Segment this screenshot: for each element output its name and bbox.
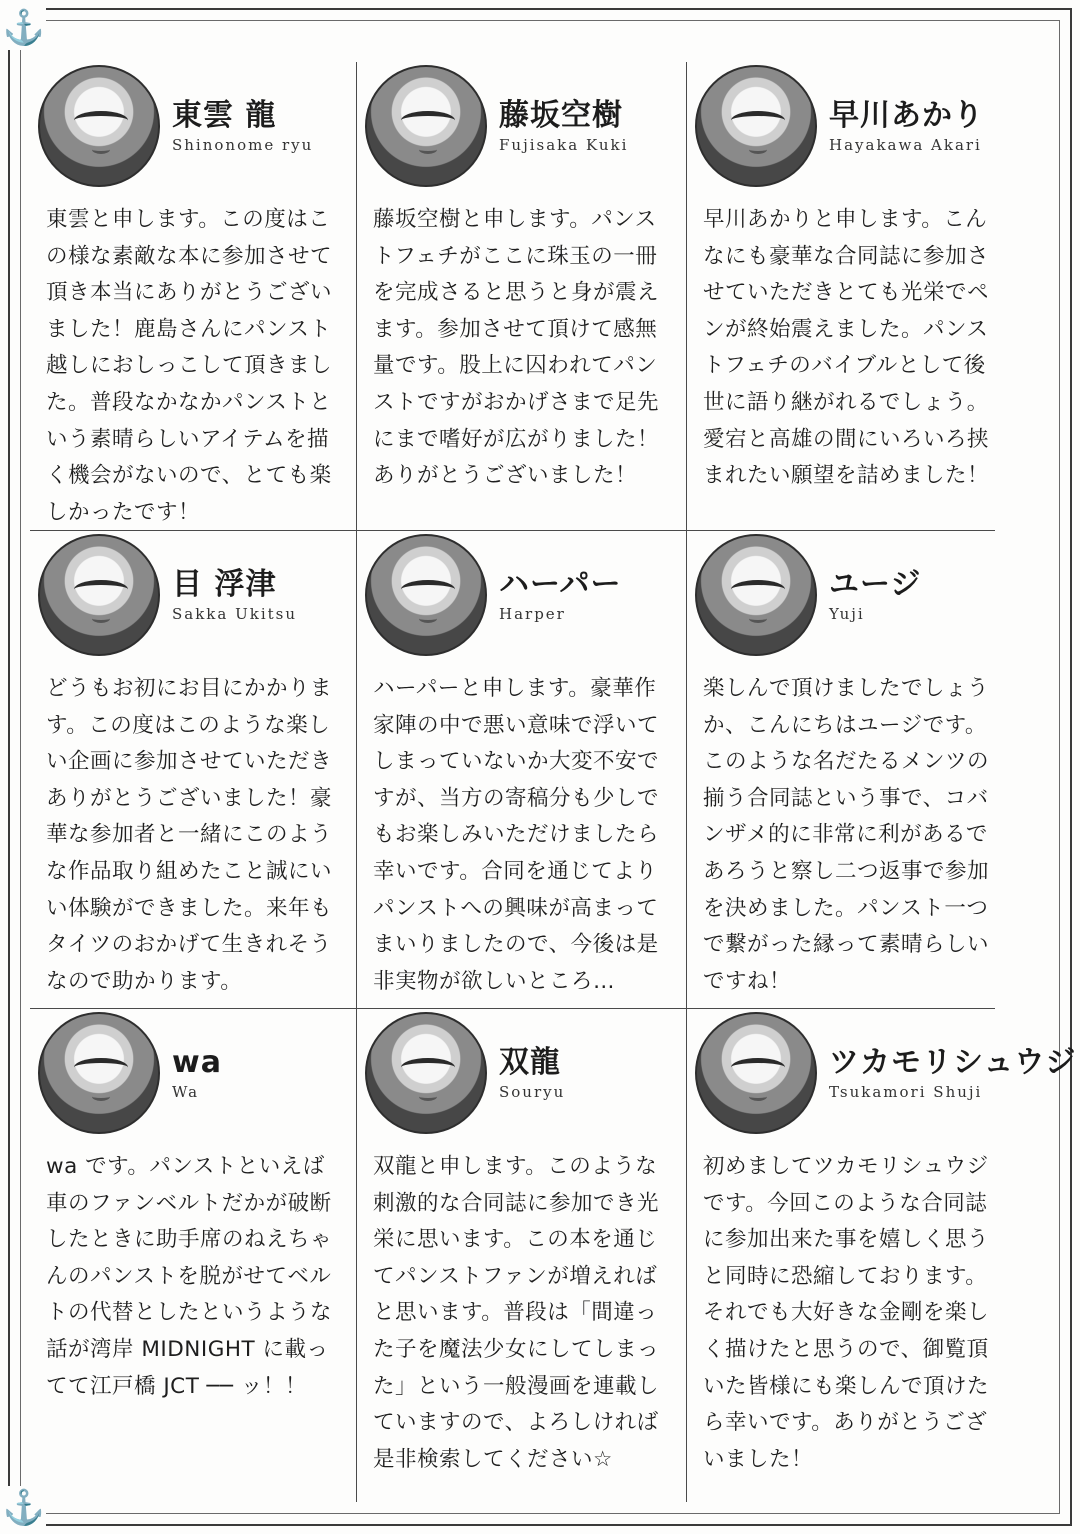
contributor-romaji: Wa bbox=[172, 1083, 200, 1101]
contributor-names bbox=[829, 1045, 1076, 1101]
contributor-name: ツカモリシュウジ bbox=[829, 1045, 1077, 1080]
anchor-icon: ⚓ bbox=[2, 8, 46, 48]
contributor-romaji: Sakka Ukitsu bbox=[172, 605, 298, 623]
contributor-grid bbox=[30, 62, 1077, 1502]
contributor-card bbox=[686, 1008, 1077, 1502]
contributor-romaji: Yuji bbox=[829, 605, 865, 623]
contributor-card bbox=[30, 530, 356, 1008]
contributor-name: 東雲 龍 bbox=[172, 98, 277, 133]
contributor-header bbox=[357, 62, 686, 190]
contributor-name: 双龍 bbox=[499, 1045, 561, 1080]
avatar bbox=[695, 534, 817, 656]
contributor-names bbox=[829, 567, 921, 623]
contributor-romaji: Fujisaka Kuki bbox=[499, 136, 629, 154]
contributor-header bbox=[357, 531, 686, 659]
contributor-romaji: Tsukamori Shuji bbox=[829, 1083, 983, 1101]
contributor-name: ユージ bbox=[829, 567, 922, 602]
contributor-header bbox=[687, 1009, 1077, 1137]
contributor-message: 双龍と申します。このような 刺激的な合同誌に参加でき光 栄に思います。この本を通じ てパンストファンが増えれば と思います。普段は「間違っ た子を魔法少女にしてしまっ た」という一般漫画を連載し ていますので、よろしければ 是非検索してください☆ bbox=[373, 1154, 660, 1472]
contributor-name: ハーパー bbox=[499, 567, 622, 602]
contributor-names bbox=[829, 98, 984, 154]
contributor-card bbox=[30, 62, 356, 530]
contributor-name: 藤坂空樹 bbox=[499, 98, 623, 133]
contributor-names bbox=[499, 98, 628, 154]
avatar bbox=[365, 534, 487, 656]
contributor-names bbox=[172, 1045, 222, 1101]
contributor-romaji: Souryu bbox=[499, 1083, 566, 1101]
avatar bbox=[365, 1012, 487, 1134]
contributor-message: ハーパーと申します。豪華作 家陣の中で悪い意味で浮いて しまっていないか大変不安で すが、当方の寄稿分も少しで もお楽しみいただけましたら 幸いです。合同を通じてより パンストへの興味が高まって まいりましたので、今後は是 非実物が欲しいところ… bbox=[373, 676, 660, 994]
contributor-message: wa です。パンストといえば 車のファンベルトだかが破断 したときに助手席のねえちゃ んのパンストを脱がせてベル トの代替としたというような 話が湾岸 MIDNIGHT に載っ てて江戸橋 JCT ── ッ！！ bbox=[46, 1154, 333, 1399]
contributor-card bbox=[356, 530, 686, 1008]
contributor-names bbox=[499, 1045, 565, 1101]
contributor-header bbox=[687, 62, 995, 190]
contributor-header bbox=[30, 1009, 356, 1137]
contributor-header bbox=[357, 1009, 686, 1137]
contributor-names bbox=[172, 98, 313, 154]
avatar bbox=[695, 65, 817, 187]
avatar bbox=[38, 1012, 160, 1134]
contributor-romaji: Harper bbox=[499, 605, 566, 623]
contributor-header bbox=[687, 531, 995, 659]
contributor-message: どうもお初にお目にかかりま す。この度はこのような楽し い企画に参加させていただき ありがとうございました！豪 華な参加者と一緒にこのよう な作品取り組めたこと誠にい い体験ができました。来年も タイツのおかげて生きれそう なので助かります。 bbox=[46, 676, 333, 994]
contributor-card bbox=[686, 530, 995, 1008]
contributor-name: 目 浮津 bbox=[172, 567, 277, 602]
avatar bbox=[38, 65, 160, 187]
contributor-message: 藤坂空樹と申します。パンス トフェチがここに珠玉の一冊 を完成さると思うと身が震え ます。参加させて頂けて感無 量です。股上に囚われてパン ストですがおかげさまで足先 にまで嗜好が広がりました！ ありがとうございました！ bbox=[373, 207, 660, 489]
contributor-card bbox=[356, 62, 686, 530]
contributor-header bbox=[30, 62, 356, 190]
contributor-card bbox=[30, 1008, 356, 1502]
contributor-name: 早川あかり bbox=[829, 98, 984, 133]
contributor-romaji: Hayakawa Akari bbox=[829, 136, 982, 154]
contributor-header bbox=[30, 531, 356, 659]
contributor-message: 東雲と申します。この度はこ の様な素敵な本に参加させて 頂き本当にありがとうござい ました！鹿島さんにパンスト 越しにおしっこして頂きまし た。普段なかなかパンストと いう素晴らしいアイテムを描 く機会がないので、とても楽 しかったです！ bbox=[46, 207, 333, 525]
contributor-card bbox=[356, 1008, 686, 1502]
contributor-names bbox=[172, 567, 297, 623]
contributor-message: 楽しんで頂けましたでしょう か、こんにちはユージです。 このような名だたるメンツの 揃う合同誌という事で、コバ ンザメ的に非常に利があるで あろうと察し二つ返事で参加 を決めました。パンスト一つ で繋がった縁って素晴らしい ですね！ bbox=[703, 676, 990, 994]
avatar bbox=[38, 534, 160, 656]
contributor-message: 初めましてツカモリシュウジ です。今回このような合同誌 に参加出来た事を嬉しく思う と同時に恐縮しております。 それでも大好きな金剛を楽し く描けたと思うので、御覧頂 いた皆様にも楽しんで頂けた ら幸いです。ありがとうござ いました！ bbox=[703, 1154, 990, 1472]
contributor-message: 早川あかりと申します。こん なにも豪華な合同誌に参加さ せていただきとても光栄でペ ンが終始震えました。パンス トフェチのバイブルとして後 世に語り継がれるでしょう。 愛宕と高雄の間にいろいろ挟 まれたい願望を詰めました！ bbox=[703, 207, 990, 489]
contributor-names bbox=[499, 567, 622, 623]
contributor-romaji: Shinonome ryu bbox=[172, 136, 314, 154]
contributor-card bbox=[686, 62, 995, 530]
anchor-icon: ⚓ bbox=[2, 1488, 46, 1528]
avatar bbox=[695, 1012, 817, 1134]
avatar bbox=[365, 65, 487, 187]
contributor-name: wa bbox=[172, 1045, 222, 1080]
